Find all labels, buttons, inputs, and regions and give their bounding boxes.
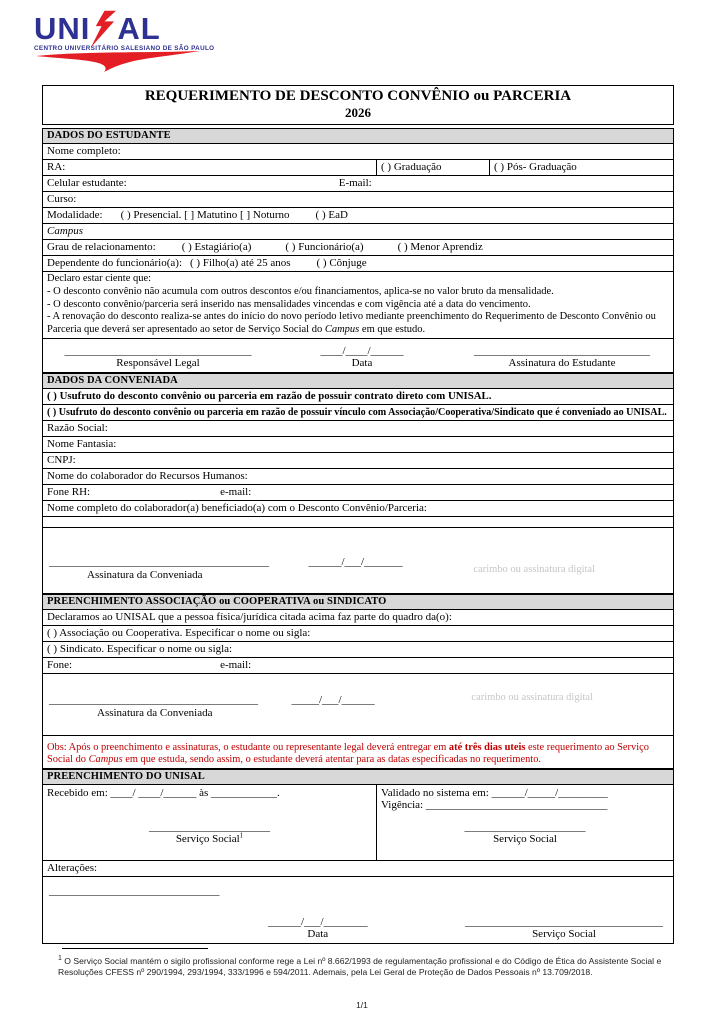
date-blank: ____/____/______ [320,344,404,357]
signature-line: __________________________________ [64,344,252,357]
field-modalidade [43,208,673,224]
date-blank: ______/___/________ [268,916,368,929]
form-title-box [42,85,674,125]
label-fone-rh: Fone RH: [47,485,91,498]
checkbox-estagiario: ( ) Estagiário(a) [181,241,252,253]
label-graduacao: ( ) Graduação [381,161,442,173]
checkbox-filho: ( ) Filho(a) até 25 anos [190,257,291,269]
blank-row [43,517,673,528]
field-fone-rh [43,485,673,501]
validado-cell [377,785,673,860]
label-ra: RA: [47,161,66,173]
signature-estudante [457,345,667,369]
label-celular: Celular estudante: [47,177,127,189]
checkbox-associacao-cooperativa [43,626,673,642]
section-header-dados-conveniada: DADOS DA CONVENIADA [43,373,673,389]
field-fone-assoc [43,658,673,674]
field-nome-fantasia [43,437,673,453]
checkbox-menor-aprendiz: ( ) Menor Aprendiz [397,241,483,253]
final-date [268,916,368,940]
checkbox-funcionario: ( ) Funcionário(a) [285,241,364,253]
field-celular-email [43,176,673,192]
section-header-unisal: PREENCHIMENTO DO UNISAL [43,769,673,785]
field-nome-completo [43,144,673,160]
label-dependente: Dependente do funcionário(a): [47,257,182,269]
date-label: Data [307,928,329,941]
unisal-two-column-box [43,785,673,861]
signature-label: Assinatura da Conveniada [97,706,213,719]
label-contrato-direto: ( ) Usufruto do desconto convênio ou parceria em razão de possuir contrato direto com UNISAL. [47,389,492,402]
date-blank: ______/___/_______ [308,555,403,568]
signature-responsavel-legal [49,345,267,369]
recebido-cell [43,785,377,860]
field-ra [43,160,377,175]
form-year: 2026 [345,105,371,120]
form-title: REQUERIMENTO DE DESCONTO CONVÊNIO ou PARCERIA [144,88,572,104]
signature-line: ________________________________________ [49,555,269,568]
label-sindicato: ( ) Sindicato. Especificar o nome ou sigla: [47,642,233,655]
label-nome-completo: Nome completo: [47,145,121,157]
label-validado: Validado no sistema em: ______/_____/_________ [381,787,608,800]
label-pos-graduacao: ( ) Pós- Graduação [494,161,577,173]
checkbox-contrato-direto [43,389,673,405]
declaration-item-1: - O desconto convênio não acumula com outros descontos e/ou financiamentos, aplica-se no valor bruto da mensalidade. [47,285,554,297]
label-beneficiado: Nome completo do colaborador(a) beneficiado(a) com o Desconto Convênio/Parceria: [47,501,427,514]
label-email: E-mail: [338,177,372,189]
label-fone: Fone: [47,658,73,671]
checkbox-pos-graduacao [490,160,673,175]
signature-label: Responsável Legal [116,356,200,369]
declaration-item-3: - A renovação do desconto realiza-se antes do início do novo período letivo mediante preenchimento do Requerimento de Desconto Convênio ou Parceria que deverá ser apresentado ao setor de Serviço Social do Campus em que estudo. [47,311,656,336]
footnote: $^1$ O Serviço Social mantém o sigilo profissional conforme rege a Lei nº 8.662/1993 de regulamentação profissional e do Código de Ética do Assistente Social e Resoluções CFESS nº 290/1994, 293/1994, 333/1996 e 594/2011. Ademais, pela Lei Geral de Proteção de Dados Pessoais nº 13.709/2018. [58,955,662,977]
field-grau-relacionamento [43,240,673,256]
checkbox-graduacao [377,160,490,175]
field-dependente [43,256,673,272]
stamp-placeholder: carimbo ou assinatura digital [471,691,593,703]
signature-label: Serviço Social [532,928,596,941]
signature-label: Serviço Social$^1$ [175,831,244,846]
footnote-separator [62,948,208,949]
label-email-assoc: e-mail: [220,658,252,671]
logo-s-bolt-icon [91,10,116,50]
checkbox-conjuge: ( ) Cônjuge [316,257,367,269]
signature-date [267,345,457,369]
checkbox-ead: ( ) EaD [315,209,348,221]
checkbox-sindicato [43,642,673,658]
signature-label: Serviço Social [493,833,557,846]
declaration-block [43,272,673,339]
label-grau: Grau de relacionamento: [47,241,156,253]
conveniada-signature-block [43,528,673,594]
logo-tagline: CENTRO UNIVERSITÁRIO SALESIANO DE SÃO PAULO [34,45,215,52]
alteracoes-blank-line: _______________________________ [49,885,220,898]
form [42,85,674,944]
form-body [42,128,674,944]
obs-note: Obs: Após o preenchimento e assinaturas, o estudante ou representante legal deverá entregar em até três dias uteis este requerimento ao Serviço Social do Campus em que estuda, sendo assim, o estudante deverá atentar para as datas especificadas no requerimento. [43,736,673,769]
label-nome-fantasia: Nome Fantasia: [47,437,117,450]
label-vinculo-associacao: ( ) Usufruto do desconto convênio ou parceria em razão de possuir vínculo com Associação/Cooperativa/Sindicato que é conveniado ao UNISAL. [47,406,667,418]
logo-text-al: AL [117,11,161,46]
field-curso [43,192,673,208]
field-alteracoes [43,861,673,877]
field-campus [43,224,673,240]
page-number: 1/1 [356,1000,368,1010]
unisal-logo [34,10,224,73]
logo-text-uni: UNI [34,11,91,46]
label-alteracoes: Alterações: [47,862,98,875]
section-header-dados-estudante: DADOS DO ESTUDANTE [43,128,673,144]
signature-label: Assinatura do Estudante [508,356,616,369]
label-curso: Curso: [47,193,77,205]
stamp-placeholder: carimbo ou assinatura digital [473,563,595,575]
field-rh-nome [43,469,673,485]
signature-line: ______________________ [149,821,270,834]
field-declaramos [43,610,673,626]
label-cnpj: CNPJ: [47,453,76,466]
label-email-rh: e-mail: [220,485,252,498]
signature-label: Assinatura da Conveniada [87,568,203,581]
alteracoes-box [43,877,673,943]
section-header-associacao: PREENCHIMENTO ASSOCIAÇÃO ou COOPERATIVA ou SINDICATO [43,594,673,610]
logo-swoosh-icon [34,51,204,73]
checkbox-vinculo-associacao [43,405,673,421]
label-razao-social: Razão Social: [47,421,108,434]
signature-line: ____________________________________ [465,916,663,929]
signature-line: ________________________________ [474,344,650,357]
field-beneficiado [43,501,673,517]
field-cnpj [43,453,673,469]
label-declaramos: Declaramos ao UNISAL que a pessoa física/jurídica citada acima faz parte do quadro da(o): [47,610,452,623]
declaration-item-2: - O desconto convênio/parceria será inserido nas mensalidades vincendas e com vigência até a data do vencimento. [47,298,531,310]
date-blank: _____/___/______ [291,693,375,706]
field-ra-row [43,160,673,176]
label-recebido: Recebido em: ____/ ____/______ às ____________. [47,787,280,800]
final-servico-social-signature [465,916,663,940]
declaration-title: Declaro estar ciente que: [47,273,152,284]
field-razao-social [43,421,673,437]
checkbox-presencial-matutino-noturno: ( ) Presencial. [ ] Matutino [ ] Noturno [120,209,290,221]
signature-line: ______________________________________ [49,693,258,706]
label-campus: Campus [47,225,84,237]
date-label: Data [351,356,373,369]
student-signature-row [43,339,673,373]
label-rh-nome: Nome do colaborador do Recursos Humanos: [47,469,248,482]
logo-wordmark [34,10,224,44]
servico-social-signature-left [47,821,372,845]
associacao-signature-block [43,674,673,736]
label-associacao-cooperativa: ( ) Associação ou Cooperativa. Especificar o nome ou sigla: [47,626,311,639]
signature-line: ______________________ [464,821,586,834]
servico-social-signature-right [381,821,669,845]
label-vigencia: Vigência: _________________________________ [381,799,608,812]
label-modalidade: Modalidade: [47,209,103,221]
